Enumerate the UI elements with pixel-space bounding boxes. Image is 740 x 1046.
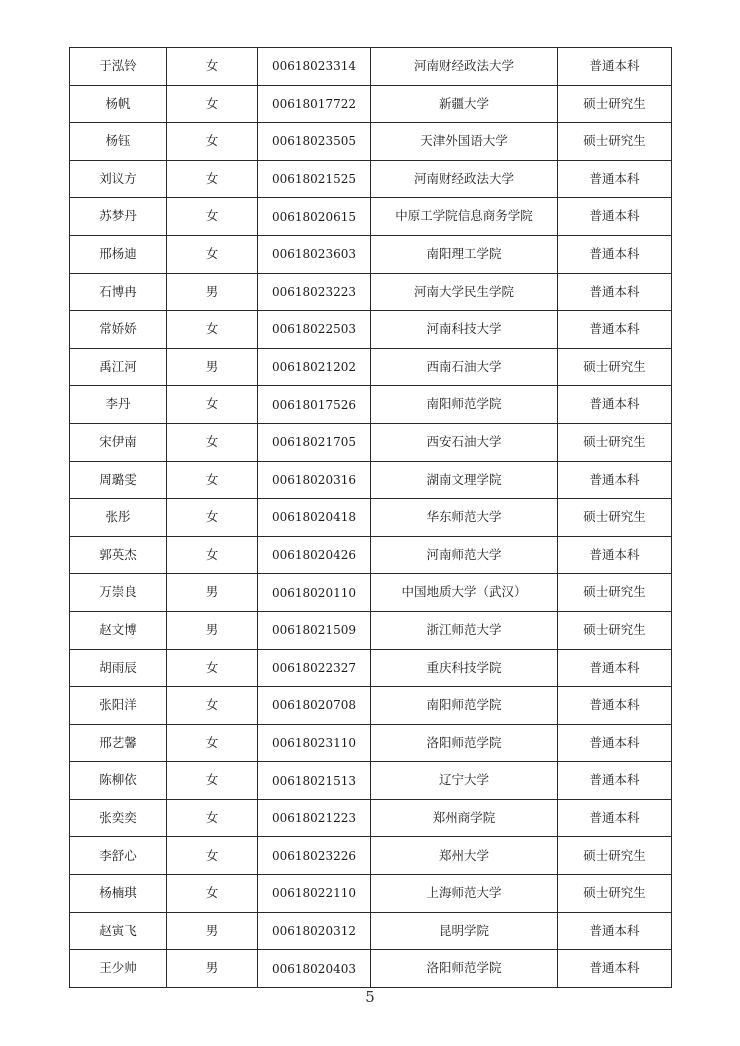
cell-name: 张彤 xyxy=(70,499,167,537)
cell-school: 洛阳师范学院 xyxy=(371,950,558,988)
cell-degree: 硕士研究生 xyxy=(558,423,672,461)
cell-school: 河南大学民生学院 xyxy=(371,273,558,311)
table-row xyxy=(70,461,672,499)
cell-name: 杨帆 xyxy=(70,85,167,123)
table-row xyxy=(70,799,672,837)
cell-exam-id: 00618021705 xyxy=(258,423,371,461)
table-row xyxy=(70,123,672,161)
cell-name: 邢艺馨 xyxy=(70,724,167,762)
cell-name: 赵文博 xyxy=(70,611,167,649)
cell-school: 河南科技大学 xyxy=(371,311,558,349)
cell-name: 周璐雯 xyxy=(70,461,167,499)
cell-exam-id: 00618022110 xyxy=(258,875,371,913)
cell-degree: 硕士研究生 xyxy=(558,123,672,161)
cell-gender: 女 xyxy=(167,875,258,913)
cell-exam-id: 00618020316 xyxy=(258,461,371,499)
cell-degree: 普通本科 xyxy=(558,48,672,86)
cell-school: 西安石油大学 xyxy=(371,423,558,461)
cell-exam-id: 00618023226 xyxy=(258,837,371,875)
cell-name: 于泓铃 xyxy=(70,48,167,86)
cell-gender: 女 xyxy=(167,837,258,875)
cell-name: 杨钰 xyxy=(70,123,167,161)
cell-name: 石博冉 xyxy=(70,273,167,311)
cell-school: 湖南文理学院 xyxy=(371,461,558,499)
table-row xyxy=(70,649,672,687)
cell-name: 王少帅 xyxy=(70,950,167,988)
cell-name: 郭英杰 xyxy=(70,536,167,574)
cell-degree: 普通本科 xyxy=(558,912,672,950)
cell-school: 昆明学院 xyxy=(371,912,558,950)
table-row xyxy=(70,160,672,198)
cell-degree: 普通本科 xyxy=(558,649,672,687)
cell-gender: 女 xyxy=(167,499,258,537)
cell-degree: 普通本科 xyxy=(558,687,672,725)
cell-exam-id: 00618023314 xyxy=(258,48,371,86)
cell-exam-id: 00618023505 xyxy=(258,123,371,161)
cell-name: 常娇娇 xyxy=(70,311,167,349)
cell-name: 张奕奕 xyxy=(70,799,167,837)
cell-exam-id: 00618020403 xyxy=(258,950,371,988)
cell-exam-id: 00618021513 xyxy=(258,762,371,800)
cell-exam-id: 00618023223 xyxy=(258,273,371,311)
table-row xyxy=(70,499,672,537)
cell-school: 西南石油大学 xyxy=(371,348,558,386)
cell-name: 张阳洋 xyxy=(70,687,167,725)
cell-exam-id: 00618017526 xyxy=(258,386,371,424)
roster-table-body xyxy=(70,48,672,988)
cell-gender: 女 xyxy=(167,85,258,123)
table-row xyxy=(70,724,672,762)
cell-school: 中原工学院信息商务学院 xyxy=(371,198,558,236)
roster-table xyxy=(69,47,672,988)
cell-gender: 男 xyxy=(167,912,258,950)
cell-gender: 女 xyxy=(167,461,258,499)
table-row xyxy=(70,762,672,800)
cell-exam-id: 00618022503 xyxy=(258,311,371,349)
cell-gender: 男 xyxy=(167,950,258,988)
cell-school: 中国地质大学（武汉） xyxy=(371,574,558,612)
cell-name: 杨楠琪 xyxy=(70,875,167,913)
cell-name: 胡雨辰 xyxy=(70,649,167,687)
cell-gender: 女 xyxy=(167,160,258,198)
table-row xyxy=(70,912,672,950)
cell-name: 禹江河 xyxy=(70,348,167,386)
table-row xyxy=(70,386,672,424)
cell-degree: 普通本科 xyxy=(558,461,672,499)
cell-degree: 普通本科 xyxy=(558,950,672,988)
cell-exam-id: 00618017722 xyxy=(258,85,371,123)
cell-name: 刘议方 xyxy=(70,160,167,198)
page-number: 5 xyxy=(365,988,375,1006)
table-row xyxy=(70,611,672,649)
cell-school: 河南师范大学 xyxy=(371,536,558,574)
cell-school: 新疆大学 xyxy=(371,85,558,123)
cell-school: 重庆科技学院 xyxy=(371,649,558,687)
cell-exam-id: 00618020708 xyxy=(258,687,371,725)
cell-exam-id: 00618020110 xyxy=(258,574,371,612)
cell-exam-id: 00618020312 xyxy=(258,912,371,950)
cell-gender: 女 xyxy=(167,423,258,461)
cell-exam-id: 00618020426 xyxy=(258,536,371,574)
cell-exam-id: 00618021509 xyxy=(258,611,371,649)
table-row xyxy=(70,875,672,913)
cell-exam-id: 00618023110 xyxy=(258,724,371,762)
cell-name: 苏梦丹 xyxy=(70,198,167,236)
cell-school: 河南财经政法大学 xyxy=(371,48,558,86)
cell-degree: 普通本科 xyxy=(558,160,672,198)
table-row xyxy=(70,273,672,311)
cell-exam-id: 00618023603 xyxy=(258,235,371,273)
cell-school: 南阳理工学院 xyxy=(371,235,558,273)
cell-degree: 硕士研究生 xyxy=(558,837,672,875)
cell-gender: 女 xyxy=(167,762,258,800)
cell-gender: 女 xyxy=(167,536,258,574)
cell-gender: 女 xyxy=(167,311,258,349)
table-row xyxy=(70,536,672,574)
cell-school: 河南财经政法大学 xyxy=(371,160,558,198)
cell-school: 南阳师范学院 xyxy=(371,687,558,725)
cell-exam-id: 00618021202 xyxy=(258,348,371,386)
cell-name: 赵寅飞 xyxy=(70,912,167,950)
cell-gender: 女 xyxy=(167,198,258,236)
cell-gender: 男 xyxy=(167,273,258,311)
table-row xyxy=(70,311,672,349)
cell-degree: 普通本科 xyxy=(558,799,672,837)
table-row xyxy=(70,837,672,875)
cell-school: 南阳师范学院 xyxy=(371,386,558,424)
cell-gender: 男 xyxy=(167,348,258,386)
cell-school: 郑州商学院 xyxy=(371,799,558,837)
table-row xyxy=(70,687,672,725)
table-row xyxy=(70,950,672,988)
cell-gender: 女 xyxy=(167,724,258,762)
cell-degree: 普通本科 xyxy=(558,273,672,311)
cell-school: 上海师范大学 xyxy=(371,875,558,913)
cell-degree: 硕士研究生 xyxy=(558,611,672,649)
cell-degree: 普通本科 xyxy=(558,311,672,349)
table-row xyxy=(70,423,672,461)
table-row xyxy=(70,348,672,386)
cell-name: 邢杨迪 xyxy=(70,235,167,273)
cell-exam-id: 00618022327 xyxy=(258,649,371,687)
cell-degree: 硕士研究生 xyxy=(558,875,672,913)
cell-gender: 女 xyxy=(167,235,258,273)
cell-gender: 男 xyxy=(167,611,258,649)
table-row xyxy=(70,48,672,86)
cell-exam-id: 00618020615 xyxy=(258,198,371,236)
cell-degree: 硕士研究生 xyxy=(558,574,672,612)
cell-name: 陈柳依 xyxy=(70,762,167,800)
cell-name: 万崇良 xyxy=(70,574,167,612)
cell-school: 浙江师范大学 xyxy=(371,611,558,649)
cell-degree: 硕士研究生 xyxy=(558,85,672,123)
cell-exam-id: 00618021223 xyxy=(258,799,371,837)
cell-school: 洛阳师范学院 xyxy=(371,724,558,762)
table-row xyxy=(70,574,672,612)
cell-gender: 男 xyxy=(167,574,258,612)
cell-school: 华东师范大学 xyxy=(371,499,558,537)
table-row xyxy=(70,198,672,236)
cell-degree: 普通本科 xyxy=(558,198,672,236)
cell-gender: 女 xyxy=(167,687,258,725)
cell-school: 天津外国语大学 xyxy=(371,123,558,161)
cell-degree: 普通本科 xyxy=(558,724,672,762)
table-row xyxy=(70,235,672,273)
cell-name: 李舒心 xyxy=(70,837,167,875)
table-row xyxy=(70,85,672,123)
cell-gender: 女 xyxy=(167,48,258,86)
cell-gender: 女 xyxy=(167,649,258,687)
cell-gender: 女 xyxy=(167,123,258,161)
cell-degree: 硕士研究生 xyxy=(558,348,672,386)
cell-degree: 硕士研究生 xyxy=(558,499,672,537)
cell-degree: 普通本科 xyxy=(558,386,672,424)
cell-gender: 女 xyxy=(167,799,258,837)
cell-degree: 普通本科 xyxy=(558,762,672,800)
cell-school: 辽宁大学 xyxy=(371,762,558,800)
cell-school: 郑州大学 xyxy=(371,837,558,875)
cell-gender: 女 xyxy=(167,386,258,424)
cell-exam-id: 00618020418 xyxy=(258,499,371,537)
cell-name: 李丹 xyxy=(70,386,167,424)
cell-name: 宋伊南 xyxy=(70,423,167,461)
cell-exam-id: 00618021525 xyxy=(258,160,371,198)
cell-degree: 普通本科 xyxy=(558,536,672,574)
cell-degree: 普通本科 xyxy=(558,235,672,273)
